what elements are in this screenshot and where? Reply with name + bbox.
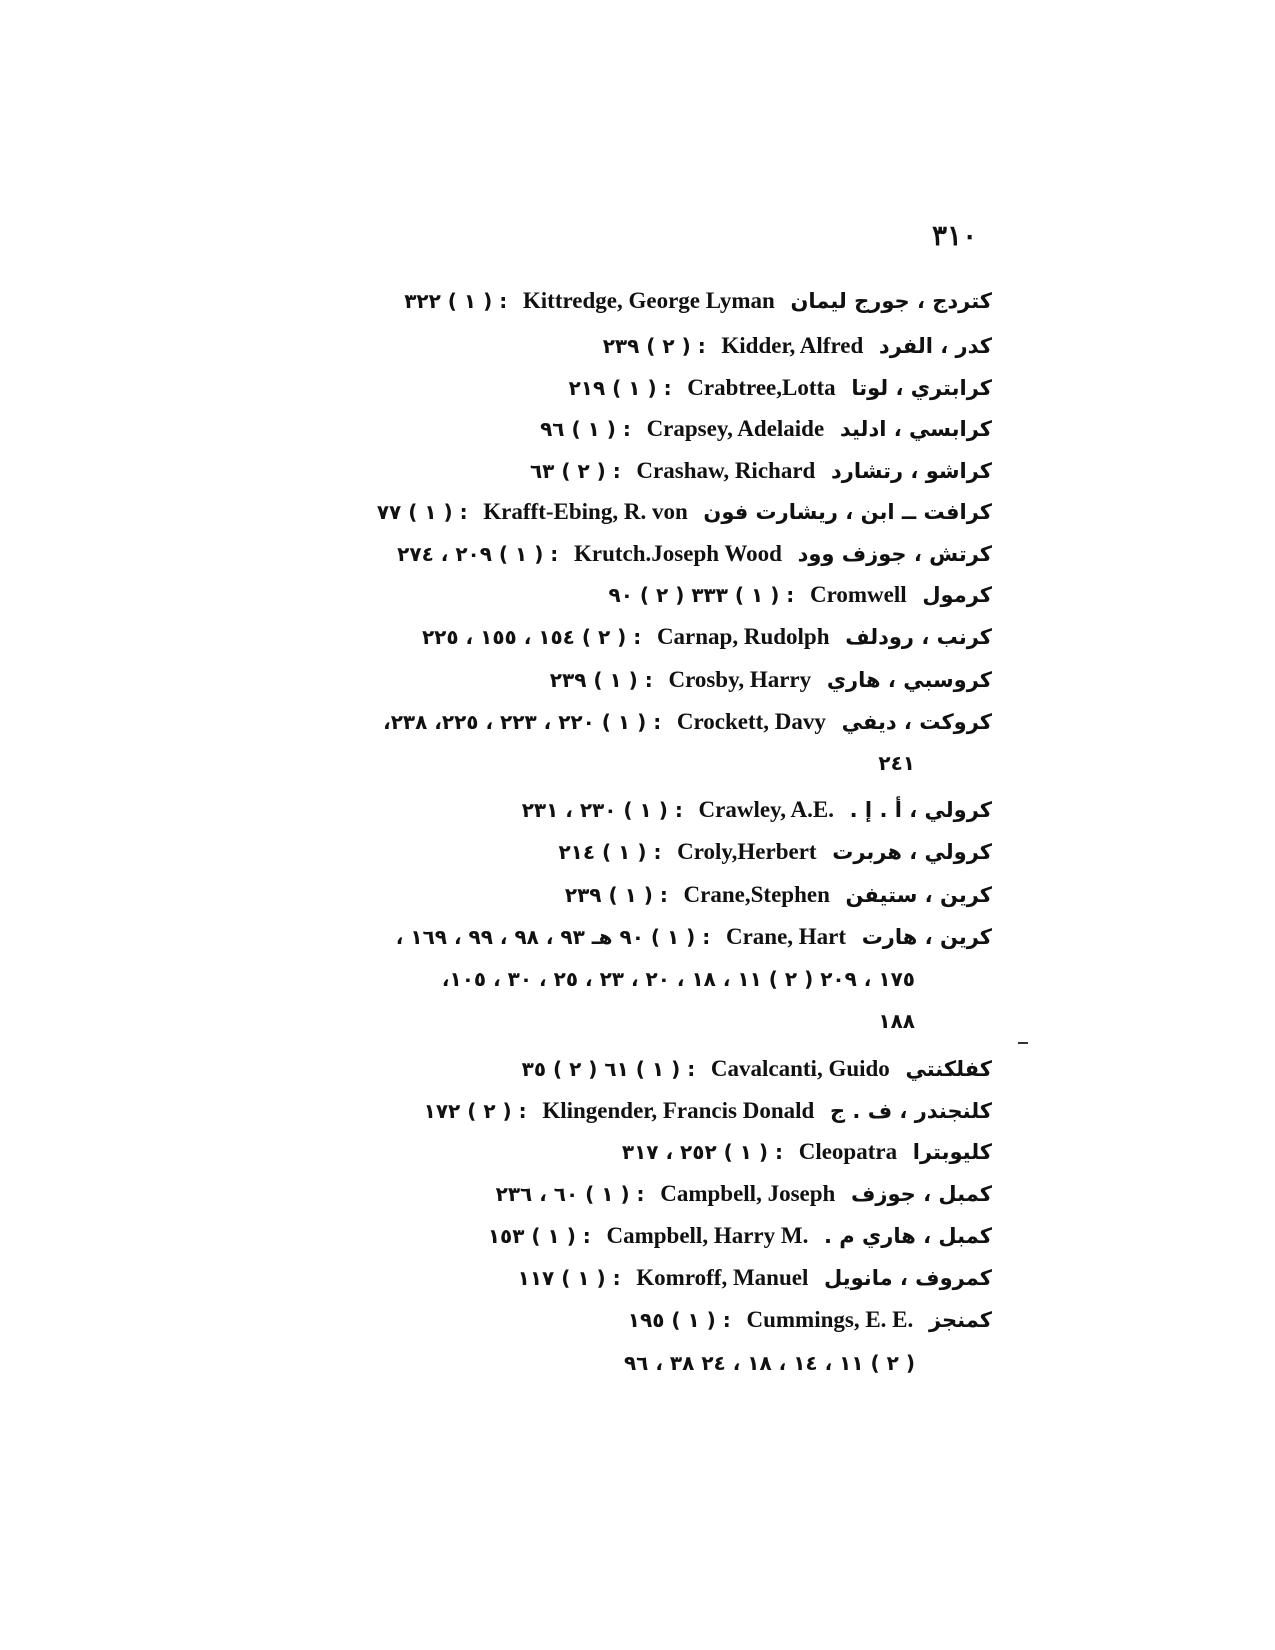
index-entry (603, 331, 992, 361)
entry-references: : ( ٢ ) ١٧٢ (423, 1099, 527, 1123)
entry-arabic-name: كرمول (922, 583, 992, 607)
entry-latin-name: Croly,Herbert (677, 839, 817, 864)
entry-latin-name: Cromwell (809, 582, 907, 607)
index-entry (550, 665, 992, 695)
entry-arabic-name: كروسبي ، هاري (826, 668, 992, 692)
entry-arabic-name: كمروف ، مانويل (824, 1266, 992, 1290)
entry-references: : ( ١ ) ٢٣٩ (564, 883, 668, 907)
entry-references: ١٨٨ (878, 1009, 915, 1033)
entry-arabic-name: كدر ، الفرد (878, 334, 992, 358)
entry-arabic-name: كفلكنتي (905, 1057, 992, 1081)
index-entry (422, 622, 992, 652)
index-entry (518, 1263, 992, 1293)
index-entry (522, 795, 992, 825)
margin-mark (1018, 1042, 1028, 1044)
entry-references: : ( ١ ) ٧٧ (376, 500, 468, 524)
entry-latin-name: Klingender, Francis Donald (542, 1098, 815, 1123)
index-entry (496, 1179, 992, 1209)
entry-latin-name: Crapsey, Adelaide (646, 416, 825, 441)
entry-references: : ( ١ ) ٢٥٢ ، ٣١٧ (621, 1140, 784, 1164)
entry-latin-name: Krafft-Ebing, R. von (483, 499, 688, 524)
entry-arabic-name: كرافت ــ ابن ، ريشارت فون (703, 500, 992, 524)
index-entry (609, 580, 992, 610)
entry-latin-name: Crashaw, Richard (636, 458, 816, 483)
entry-arabic-name: كرولي ، أ . إ . (849, 798, 992, 822)
index-entry (488, 1221, 992, 1251)
entry-continuation (624, 1348, 915, 1378)
entry-latin-name: Crabtree,Lotta (687, 375, 836, 400)
entry-references: : ( ٢ ) ٢٣٩ (602, 334, 706, 358)
entry-latin-name: Kidder, Alfred (721, 333, 864, 358)
entry-latin-name: Cavalcanti, Guido (710, 1056, 890, 1081)
index-entry (396, 922, 992, 952)
entry-arabic-name: كمبل ، جوزف (851, 1182, 992, 1206)
entry-references: : ( ١ ) ٦١ ( ٢ ) ٣٥ (521, 1057, 696, 1081)
entry-latin-name: Komroff, Manuel (636, 1265, 809, 1290)
entry-continuation (878, 1006, 915, 1036)
entry-latin-name: Campbell, Joseph (660, 1181, 836, 1206)
page-number: ٣١٠ (932, 219, 978, 252)
index-entry (522, 1054, 992, 1084)
index-entry (540, 414, 992, 444)
entry-references: : ( ١ ) ٣٣٣ ( ٢ ) ٩٠ (608, 583, 795, 607)
index-entry (628, 1305, 992, 1335)
entry-references: : ( ١ ) ٦٠ ، ٢٣٦ (495, 1182, 645, 1206)
entry-continuation (878, 748, 915, 778)
entry-arabic-name: كراشو ، رتشارد (831, 459, 992, 483)
index-entry (558, 837, 992, 867)
entry-references: ( ٢ ) ١١ ، ١٤ ، ١٨ ، ٢٤ ٣٨ ، ٩٦ (623, 1351, 915, 1375)
entry-arabic-name: كرابتري ، لوتا (851, 376, 992, 400)
index-entry (569, 373, 992, 403)
index-entry (622, 1137, 992, 1167)
entry-arabic-name: كروكت ، ديفي (841, 710, 992, 734)
entry-references: : ( ١ ) ٢١٤ (558, 840, 662, 864)
index-entry (530, 456, 992, 486)
index-entry (383, 707, 992, 737)
index-entry (404, 286, 992, 316)
entry-references: : ( ١ ) ٢٢٠ ، ٢٢٣ ، ٢٢٥، ٢٣٨، (383, 710, 662, 734)
entry-arabic-name: كرين ، هارت (861, 925, 992, 949)
entry-latin-name: Cleopatra (798, 1139, 898, 1164)
entry-arabic-name: كرولي ، هربرت (832, 840, 992, 864)
entry-arabic-name: كليوبترا (912, 1140, 992, 1164)
entry-latin-name: Crosby, Harry (668, 667, 812, 692)
index-entry (397, 539, 992, 569)
entry-references: : ( ١ ) ٩٠ هـ ٩٣ ، ٩٨ ، ٩٩ ، ١٦٩ ، (395, 925, 711, 949)
entry-references: : ( ١ ) ١٥٣ (487, 1224, 591, 1248)
index-entry (424, 1096, 992, 1126)
entry-arabic-name: كلنجندر ، ف . ج (829, 1099, 992, 1123)
entry-references: : ( ١ ) ١٩٥ (627, 1308, 731, 1332)
entry-arabic-name: كرابسي ، ادليد (839, 417, 992, 441)
entry-latin-name: Crockett, Davy (676, 709, 826, 734)
entry-references: : ( ١ ) ٩٦ (540, 417, 631, 441)
entry-arabic-name: كمنجز (928, 1308, 992, 1332)
index-entry (377, 497, 992, 527)
entry-continuation (442, 964, 915, 994)
index-entry (565, 880, 992, 910)
entry-references: : ( ١ ) ٢٠٩ ، ٢٧٤ (397, 542, 559, 566)
entry-latin-name: Carnap, Rudolph (656, 624, 830, 649)
entry-references: : ( ١ ) ٢١٩ (568, 376, 672, 400)
entry-arabic-name: كرين ، ستيفن (845, 883, 992, 907)
entry-latin-name: Krutch.Joseph Wood (573, 541, 782, 566)
entry-latin-name: Crane, Hart (725, 924, 847, 949)
entry-references: : ( ١ ) ٣٢٢ (404, 289, 508, 313)
entry-references: : ( ١ ) ٢٣٠ ، ٢٣١ (521, 798, 683, 822)
entry-latin-name: Kittredge, George Lyman (522, 288, 775, 313)
entry-references: : ( ٢ ) ٦٣ (529, 459, 621, 483)
entry-references: ١٧٥ ، ٢٠٩ ( ٢ ) ١١ ، ١٨ ، ٢٠ ، ٢٣ ، ٢٥ ، ٣٠ ، ١٠٥، (441, 967, 915, 991)
entry-references: : ( ١ ) ٢٣٩ (549, 668, 653, 692)
entry-arabic-name: كتردج ، جورج ليمان (790, 289, 992, 313)
entry-references: ٢٤١ (878, 751, 915, 775)
entry-latin-name: Crane,Stephen (683, 882, 830, 907)
entry-references: : ( ٢ ) ١٥٤ ، ١٥٥ ، ٢٢٥ (421, 625, 642, 649)
entry-arabic-name: كمبل ، هاري م . (824, 1224, 992, 1248)
entry-latin-name: Campbell, Harry M. (606, 1223, 809, 1248)
entry-arabic-name: كرنب ، رودلف (845, 625, 992, 649)
entry-latin-name: Cummings, E. E. (746, 1307, 914, 1332)
entry-arabic-name: كرتش ، جوزف وود (797, 542, 992, 566)
entry-references: : ( ١ ) ١١٧ (517, 1266, 621, 1290)
entry-latin-name: Crawley, A.E. (698, 797, 834, 822)
